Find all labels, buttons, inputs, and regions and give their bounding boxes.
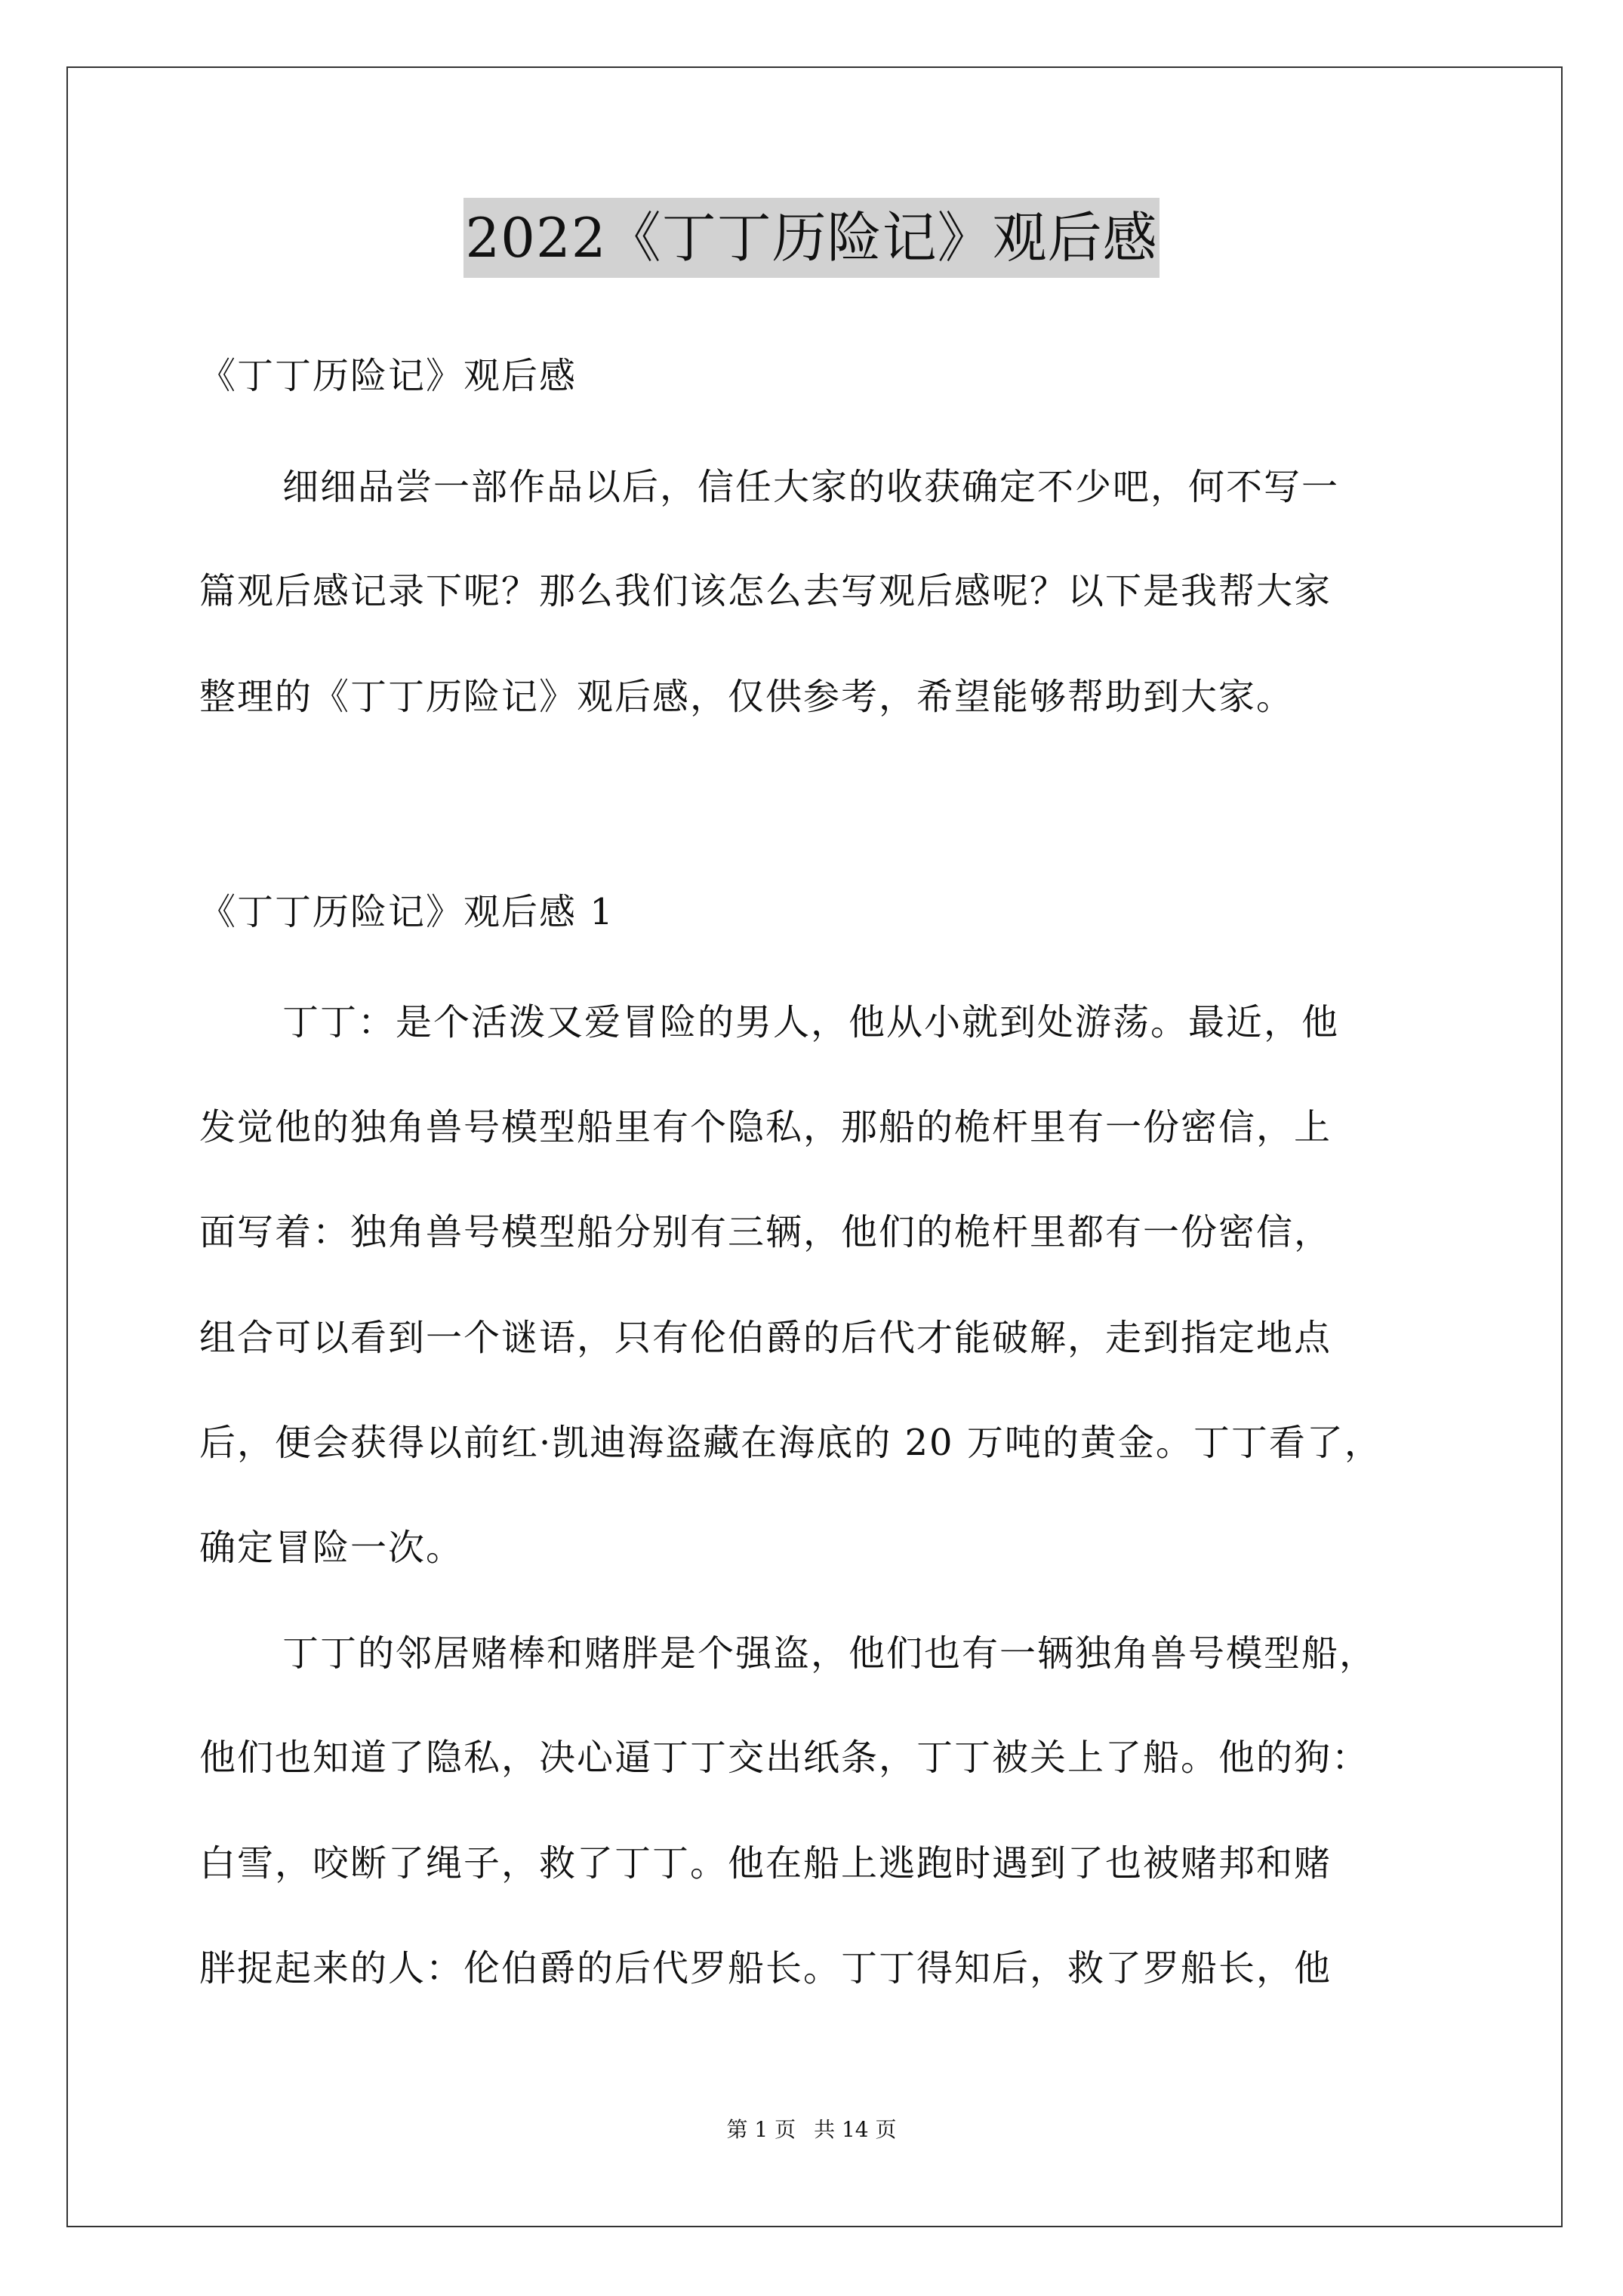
paragraph-line: 他们也知道了隐私，决心逼丁丁交出纸条，丁丁被关上了船。他的狗： [199,1737,1370,1779]
paragraph-line: 组合可以看到一个谜语，只有伦伯爵的后代才能破解，走到指定地点 [199,1317,1332,1359]
paragraph-line: 篇观后感记录下呢？那么我们该怎么去写观后感呢？以下是我帮大家 [199,570,1332,612]
document-title: 2022《丁丁历险记》观后感 [463,198,1159,278]
section-heading-1: 《丁丁历险记》观后感 1 [199,891,614,933]
paragraph-line: 发觉他的独角兽号模型船里有个隐私，那船的桅杆里有一份密信，上 [199,1106,1332,1148]
paragraph-line: 胖捉起来的人：伦伯爵的后代罗船长。丁丁得知后，救了罗船长，他 [199,1947,1332,1989]
paragraph-line: 整理的《丁丁历险记》观后感，仅供参考，希望能够帮助到大家。 [199,676,1295,718]
page-footer [0,2117,1623,2143]
page-total: 共 14 页 [814,2117,897,2142]
paragraph-line: 面写着：独角兽号模型船分别有三辆，他们的桅杆里都有一份密信， [199,1211,1332,1253]
paragraph-line: 细细品尝一部作品以后，信任大家的收获确定不少吧，何不写一 [282,466,1340,508]
paragraph-line: 后，便会获得以前红·凯迪海盗藏在海底的 20 万吨的黄金。丁丁看了， [199,1422,1382,1464]
paragraph-line: 丁丁：是个活泼又爱冒险的男人，他从小就到处游荡。最近，他 [282,1001,1340,1043]
page-number: 第 1 页 [726,2117,796,2142]
paragraph-line: 确定冒险一次。 [199,1527,464,1569]
section-heading-intro: 《丁丁历险记》观后感 [199,355,577,397]
paragraph-line: 丁丁的邻居赌棒和赌胖是个强盗，他们也有一辆独角兽号模型船， [282,1632,1378,1675]
title-container [0,198,1623,278]
paragraph-line: 白雪，咬断了绳子，救了丁丁。他在船上逃跑时遇到了也被赌邦和赌 [199,1842,1332,1885]
